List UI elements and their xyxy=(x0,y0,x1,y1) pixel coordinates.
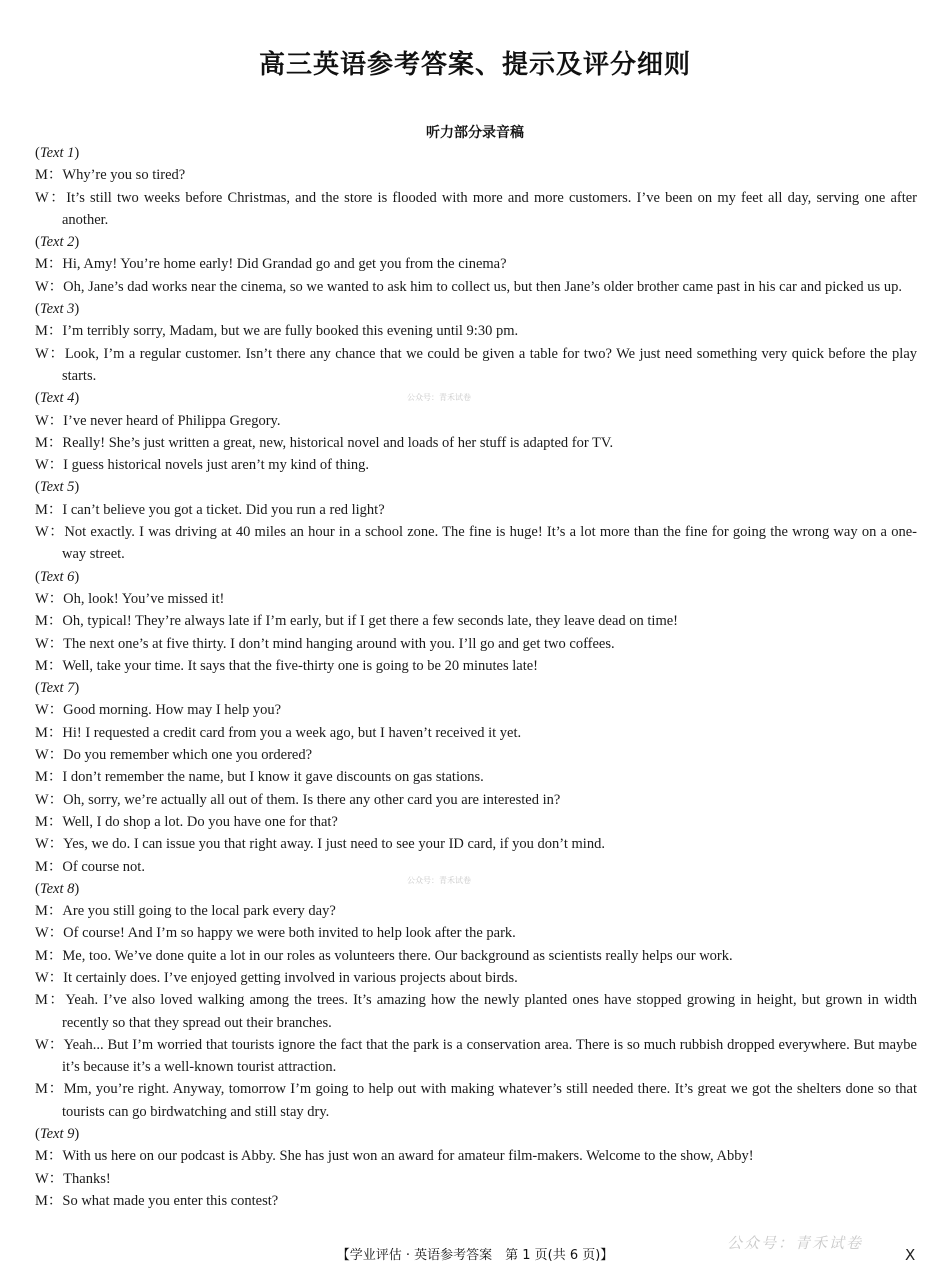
watermark-text: 公众号：青禾试卷 xyxy=(407,393,471,402)
label-paren-close: ) xyxy=(74,390,80,407)
dialogue-line: W：Yes, we do. I can issue you that right away. I just need to see your ID card, if you don’t mind. xyxy=(35,836,605,853)
dialogue-line: M：Me, too. We’ve done quite a lot in our roles as volunteers there. Our background as scientists really helps our work. xyxy=(35,947,733,964)
label-text: Text 2 xyxy=(39,234,75,251)
dialogue-line: W：Oh, Jane’s dad works near the cinema, so we wanted to ask him to collect us, but then Jane’s older brother came past in his car and picked us up. xyxy=(35,278,902,295)
dialogue-line: M：So what made you enter this contest? xyxy=(35,1192,279,1209)
text-label xyxy=(35,142,917,164)
label-paren-open: ( xyxy=(35,390,40,407)
dialogue-line: M：Yeah. I’ve also loved walking among the trees. It’s amazing how the newly planted ones have stopped growing in height, but grown in width recently so that they spread out their branches. xyxy=(35,992,917,1031)
text-label xyxy=(35,677,917,699)
dialogue-line: W：Of course! And I’m so happy we were both invited to help look after the park. xyxy=(35,925,516,942)
document-title: 高三英语参考答案、提示及评分细则 xyxy=(258,50,691,80)
dialogue-line: W：Thanks! xyxy=(35,1170,111,1187)
dialogue-line: M：I don’t remember the name, but I know it gave discounts on gas stations. xyxy=(35,769,484,786)
dialogue-line: W：I guess historical novels just aren’t my kind of thing. xyxy=(35,457,369,474)
dialogue-line: M：Hi! I requested a credit card from you a week ago, but I haven’t received it yet. xyxy=(35,724,522,741)
dialogue-line: M：Oh, typical! They’re always late if I’m early, but if I get there a few seconds late, they leave dead on time! xyxy=(35,613,678,630)
dialogue-line: W：Do you remember which one you ordered? xyxy=(35,747,313,764)
label-text: Text 5 xyxy=(39,479,75,496)
dialogue-line: W：It certainly does. I’ve enjoyed getting involved in various projects about birds. xyxy=(35,969,518,986)
label-paren-open: ( xyxy=(35,1126,40,1143)
label-paren-close: ) xyxy=(74,1126,80,1143)
dialogue-line: M：Are you still going to the local park every day? xyxy=(35,903,336,920)
label-paren-close: ) xyxy=(74,145,80,161)
text-label xyxy=(35,1123,917,1145)
watermark-text: 公众号：青禾试卷 xyxy=(407,876,471,885)
label-paren-close: ) xyxy=(74,880,80,897)
label-paren-close: ) xyxy=(74,568,80,585)
transcript xyxy=(35,142,917,1212)
label-paren-close: ) xyxy=(74,301,80,318)
dialogue-line: M：Really! She’s just written a great, new, historical novel and loads of her stuff is adapted for TV. xyxy=(35,434,614,451)
text-label xyxy=(35,566,917,588)
dialogue-line: W：It’s still two weeks before Christmas, and the store is flooded with more and more customers. I’ve been on my feet all day, serving one after another. xyxy=(35,189,917,228)
label-paren-open: ( xyxy=(35,234,40,251)
dialogue-line: M：Mm, you’re right. Anyway, tomorrow I’m going to help out with making whatever’s still needed there. It’s great we got the shelters done so that tourists can go birdwatching and still stay dry. xyxy=(35,1081,917,1120)
label-paren-close: ) xyxy=(74,479,80,496)
label-paren-open: ( xyxy=(35,479,40,496)
label-paren-open: ( xyxy=(35,301,40,318)
footer-watermark: 公众号：青禾试卷 xyxy=(727,1234,864,1252)
label-paren-open: ( xyxy=(35,568,40,585)
dialogue-line: W：Good morning. How may I help you? xyxy=(35,702,282,719)
label-paren-open: ( xyxy=(35,880,40,897)
dialogue-line: W：Oh, look! You’ve missed it! xyxy=(35,590,225,607)
dialogue-line: W：Oh, sorry, we’re actually all out of them. Is there any other card you are interested in? xyxy=(35,791,561,808)
dialogue-line: W：I’ve never heard of Philippa Gregory. xyxy=(35,412,281,429)
label-paren-close: ) xyxy=(74,680,80,697)
label-text: Text 6 xyxy=(39,568,75,585)
text-label xyxy=(35,231,917,253)
dialogue-line: M：Of course not. xyxy=(35,858,145,875)
dialogue-line: M：Why’re you so tired? xyxy=(35,167,186,184)
footer-mark: X xyxy=(905,1246,916,1264)
text-label xyxy=(35,298,917,320)
dialogue-line: W：Look, I’m a regular customer. Isn’t there any chance that we could be given a table for two? We just need something very quick before the play starts. xyxy=(35,345,917,384)
text-label xyxy=(35,878,917,900)
label-text: Text 8 xyxy=(39,880,75,897)
label-text: Text 3 xyxy=(39,301,75,318)
dialogue-line: W：The next one’s at five thirty. I don’t mind hanging around with you. I’ll go and get two coffees. xyxy=(35,635,615,652)
label-paren-open: ( xyxy=(35,145,40,161)
dialogue-line: M：Well, I do shop a lot. Do you have one for that? xyxy=(35,813,338,830)
label-paren-open: ( xyxy=(35,680,40,697)
dialogue-line: M：I can’t believe you got a ticket. Did you run a red light? xyxy=(35,501,385,518)
section-heading: 听力部分录音稿 xyxy=(426,125,524,141)
label-text: Text 9 xyxy=(39,1126,75,1143)
page-footer: 【学业评估 · 英语参考答案 第 1 页(共 6 页)】 xyxy=(336,1248,614,1263)
dialogue-line: W：Not exactly. I was driving at 40 miles an hour in a school zone. The fine is huge! It’s a lot more than the fine for going the wrong way on a one-way street. xyxy=(35,524,917,563)
dialogue-line: M：With us here on our podcast is Abby. She has just won an award for amateur film-makers. Welcome to the show, Abby! xyxy=(35,1148,754,1165)
label-text: Text 4 xyxy=(39,390,75,407)
label-text: Text 1 xyxy=(39,145,75,161)
dialogue-line: M：Well, take your time. It says that the five-thirty one is going to be 20 minutes late! xyxy=(35,657,539,674)
text-label xyxy=(35,476,917,498)
label-paren-close: ) xyxy=(74,234,80,251)
dialogue-line: M：Hi, Amy! You’re home early! Did Grandad go and get you from the cinema? xyxy=(35,256,507,273)
dialogue-line: M：I’m terribly sorry, Madam, but we are fully booked this evening until 9:30 pm. xyxy=(35,323,519,340)
label-text: Text 7 xyxy=(39,680,75,697)
text-label xyxy=(35,387,917,409)
dialogue-line: W：Yeah... But I’m worried that tourists ignore the fact that the park is a conservation area. There is so much rubbish dropped everywhere. But maybe it’s because it’s a well-known tourist attraction. xyxy=(35,1036,917,1076)
